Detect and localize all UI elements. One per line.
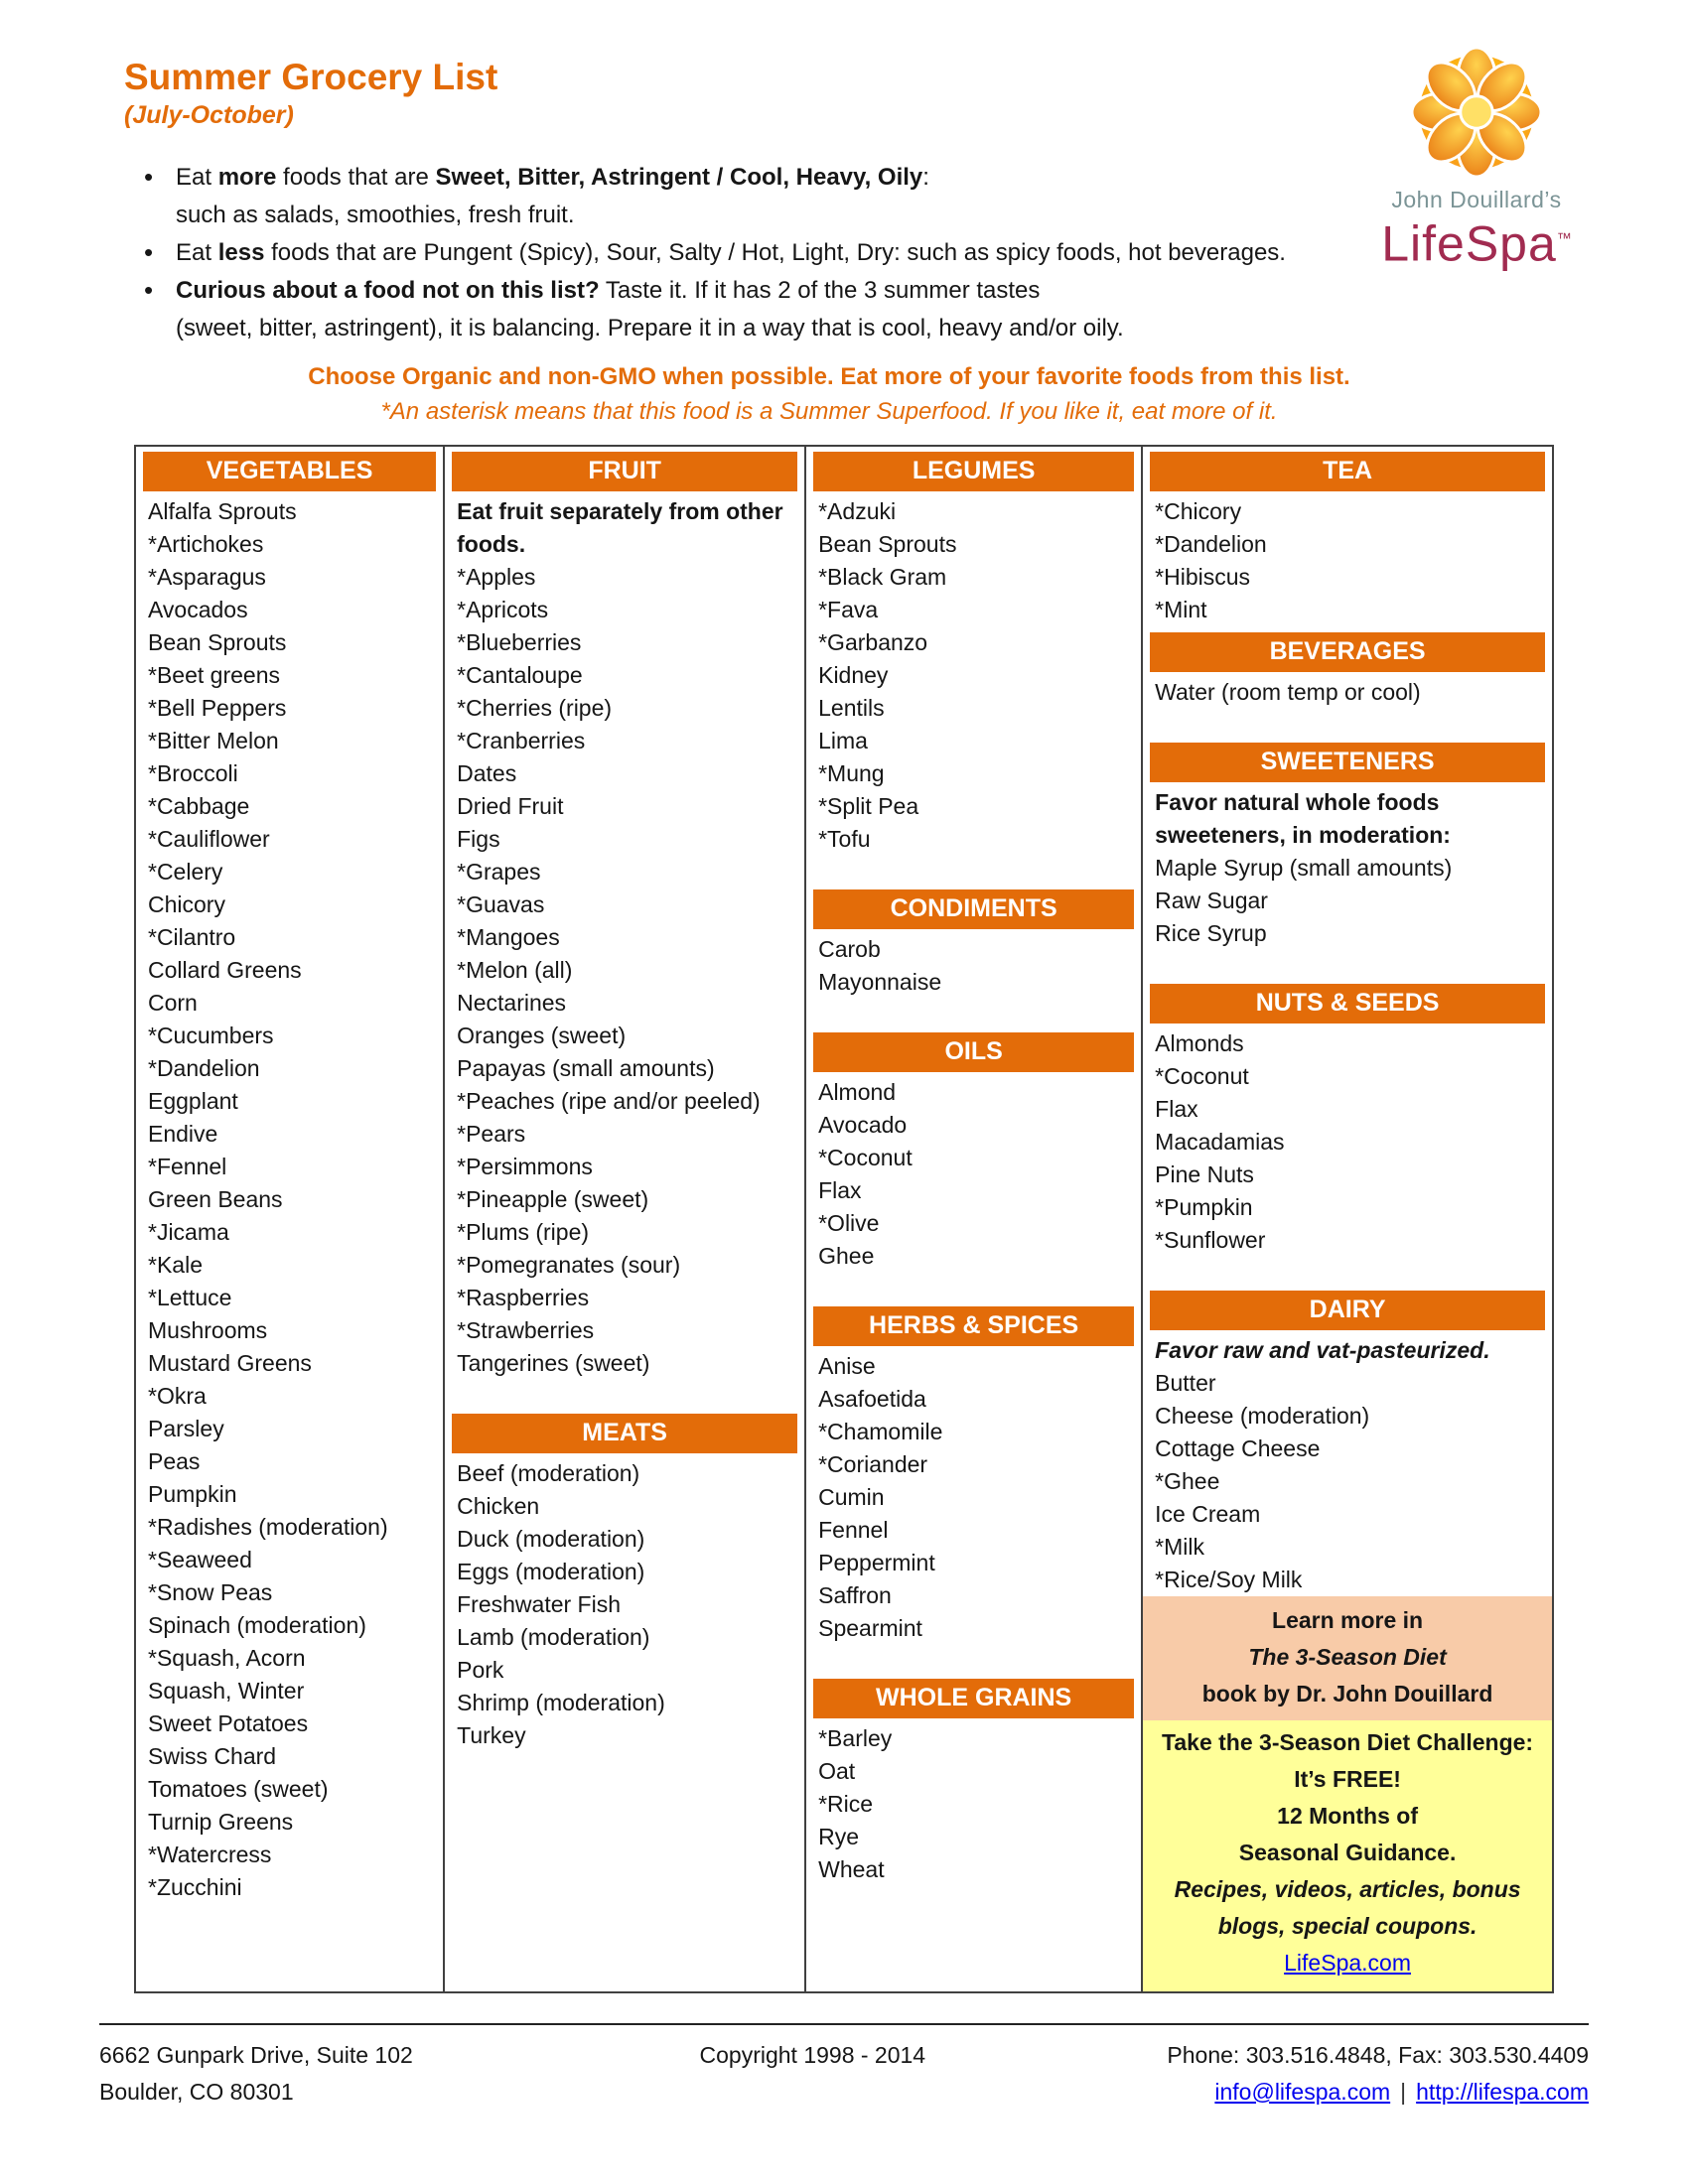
list-item: *Coriander	[818, 1451, 928, 1477]
footer-email-link[interactable]: info@lifespa.com	[1214, 2079, 1391, 2105]
section-herbs-spices	[806, 1306, 1141, 1645]
list-item: Asafoetida	[818, 1386, 926, 1412]
list-item: *Peaches (ripe and/or peeled)	[457, 1088, 761, 1114]
list-item: Fennel	[818, 1517, 889, 1543]
challenge-line-3: 12 Months of	[1277, 1803, 1418, 1829]
list-item: *Dandelion	[1155, 531, 1267, 557]
promo-book-line: Learn more in	[1272, 1607, 1424, 1633]
section-legumes	[806, 452, 1141, 856]
list-item: Flax	[1155, 1096, 1198, 1122]
list-item: Cheese (moderation)	[1155, 1403, 1370, 1429]
section-header: BEVERAGES	[1150, 632, 1545, 672]
list-item: *Mung	[818, 760, 885, 786]
list-item: Bean Sprouts	[818, 531, 957, 557]
section-vegetables	[136, 452, 443, 1904]
list-item: Cumin	[818, 1484, 885, 1510]
list-item: Beef (moderation)	[457, 1460, 640, 1486]
promo-book-title: The 3-Season Diet	[1248, 1644, 1447, 1670]
column-legumes-condiments-oils-herbs-grains	[804, 447, 1141, 1991]
section-header: DAIRY	[1150, 1291, 1545, 1330]
bullet-eat-less: • Eat less foods that are Pungent (Spicy), Sour, Salty / Hot, Light, Dry: such as spicy foods, hot beverages.	[134, 234, 1594, 272]
list-item: Bean Sprouts	[148, 629, 287, 655]
list-item: Tomatoes (sweet)	[148, 1776, 329, 1802]
list-item: Anise	[818, 1353, 876, 1379]
section-header: MEATS	[452, 1414, 797, 1453]
list-item: *Garbanzo	[818, 629, 928, 655]
footer-link-separator: |	[1400, 2079, 1407, 2105]
list-item: *Pineapple (sweet)	[457, 1186, 649, 1212]
list-item: *Mangoes	[457, 924, 560, 950]
list-item: Endive	[148, 1121, 218, 1147]
footer-address-line-2: Boulder, CO 80301	[99, 2079, 294, 2105]
list-item: Oat	[818, 1758, 856, 1784]
list-item: *Chicory	[1155, 498, 1242, 524]
organic-notice	[99, 359, 1559, 429]
list-item: Butter	[1155, 1370, 1216, 1396]
footer-contact	[1023, 2037, 1589, 2111]
list-item: Oranges (sweet)	[457, 1023, 627, 1048]
section-header: VEGETABLES	[143, 452, 436, 491]
list-item: *Coconut	[818, 1145, 913, 1170]
list-item: *Hibiscus	[1155, 564, 1251, 590]
list-item: Rye	[818, 1824, 860, 1849]
list-item: *Pomegranates (sour)	[457, 1252, 681, 1278]
section-header: FRUIT	[452, 452, 797, 491]
section-header: TEA	[1150, 452, 1545, 491]
list-item: Ice Cream	[1155, 1501, 1261, 1527]
list-item: *Bell Peppers	[148, 695, 287, 721]
list-item: Nectarines	[457, 990, 567, 1016]
list-item: Parsley	[148, 1416, 224, 1441]
list-item: Figs	[457, 826, 500, 852]
list-item: *Asparagus	[148, 564, 266, 590]
list-item: Chicken	[457, 1493, 540, 1519]
list-item: *Plums (ripe)	[457, 1219, 590, 1245]
lifespa-com-link[interactable]: LifeSpa.com	[1284, 1950, 1411, 1976]
promo-book-author: book by Dr. John Douillard	[1201, 1681, 1493, 1706]
grocery-table	[134, 445, 1554, 1993]
list-item: Lamb (moderation)	[457, 1624, 650, 1650]
page-title: Summer Grocery List	[124, 57, 498, 97]
list-item: *Broccoli	[148, 760, 238, 786]
page-subtitle: (July-October)	[124, 101, 294, 129]
section-header: HERBS & SPICES	[813, 1306, 1134, 1346]
logo-owner-text: John Douillard’s	[1391, 187, 1562, 212]
list-item: *Rice	[818, 1791, 874, 1817]
list-item: Turkey	[457, 1722, 526, 1748]
list-item: *Lettuce	[148, 1285, 232, 1310]
list-item: Wheat	[818, 1856, 885, 1882]
column-vegetables	[136, 447, 443, 1991]
section-note: Favor raw and vat-pasteurized.	[1155, 1337, 1490, 1363]
section-header: OILS	[813, 1032, 1134, 1072]
list-item: Almond	[818, 1079, 897, 1105]
list-item: *Chamomile	[818, 1419, 943, 1444]
list-item: Turnip Greens	[148, 1809, 294, 1835]
list-item: *Snow Peas	[148, 1579, 273, 1605]
list-item: *Cauliflower	[148, 826, 270, 852]
list-item: Lentils	[818, 695, 885, 721]
section-note: Favor natural whole foods sweeteners, in moderation:	[1155, 789, 1451, 848]
list-item: *Radishes (moderation)	[148, 1514, 388, 1540]
section-header: CONDIMENTS	[813, 889, 1134, 929]
list-item: Water (room temp or cool)	[1155, 679, 1421, 705]
list-item: Spinach (moderation)	[148, 1612, 366, 1638]
section-fruit	[445, 452, 804, 1380]
list-item: *Cucumbers	[148, 1023, 274, 1048]
section-header: NUTS & SEEDS	[1150, 984, 1545, 1024]
list-item: Tangerines (sweet)	[457, 1350, 650, 1376]
list-item: Mustard Greens	[148, 1350, 312, 1376]
section-header: SWEETENERS	[1150, 743, 1545, 782]
list-item: *Apples	[457, 564, 536, 590]
list-item: *Barley	[818, 1725, 893, 1751]
list-item: Avocados	[148, 597, 248, 622]
list-item: *Olive	[818, 1210, 880, 1236]
list-item: *Ghee	[1155, 1468, 1220, 1494]
list-item: Corn	[148, 990, 198, 1016]
promo-challenge-box	[1143, 1720, 1552, 1991]
list-item: Mushrooms	[148, 1317, 268, 1343]
list-item: Squash, Winter	[148, 1678, 305, 1704]
section-oils	[806, 1032, 1141, 1273]
list-item: Shrimp (moderation)	[457, 1690, 665, 1715]
challenge-line-2: It’s FREE!	[1294, 1766, 1401, 1792]
list-item: Maple Syrup (small amounts)	[1155, 855, 1453, 881]
list-item: *Mint	[1155, 597, 1207, 622]
bullet-curious: • Curious about a food not on this list? Taste it. If it has 2 of the 3 summer tastes (sweet, bitter, astringent), it is balancing. Prepare it in a way that is cool, heavy and/or oily.	[134, 272, 1594, 347]
list-item: *Beet greens	[148, 662, 280, 688]
list-item: Freshwater Fish	[457, 1591, 621, 1617]
section-meats	[445, 1414, 804, 1752]
list-item: *Milk	[1155, 1534, 1204, 1560]
section-tea	[1143, 452, 1552, 626]
list-item: *Apricots	[457, 597, 549, 622]
intro-bullet-list	[134, 159, 1594, 347]
column-tea-beverages-sweeteners-nuts-dairy	[1141, 447, 1552, 1991]
list-item: *Watercress	[148, 1842, 272, 1867]
list-item: Green Beans	[148, 1186, 283, 1212]
section-condiments	[806, 889, 1141, 999]
list-item: *Seaweed	[148, 1547, 252, 1572]
list-item: Saffron	[818, 1582, 892, 1608]
list-item: Papayas (small amounts)	[457, 1055, 715, 1081]
list-item: *Sunflower	[1155, 1227, 1266, 1253]
section-note: Eat fruit separately from other foods.	[457, 498, 783, 557]
list-item: Swiss Chard	[148, 1743, 277, 1769]
list-item: Carob	[818, 936, 881, 962]
list-item: *Squash, Acorn	[148, 1645, 306, 1671]
section-nuts-seeds	[1143, 984, 1552, 1257]
list-item: Alfalfa Sprouts	[148, 498, 297, 524]
list-item: *Raspberries	[457, 1285, 590, 1310]
section-beverages	[1143, 632, 1552, 709]
list-item: Eggplant	[148, 1088, 238, 1114]
list-item: Pumpkin	[148, 1481, 237, 1507]
list-item: *Jicama	[148, 1219, 229, 1245]
list-item: Flax	[818, 1177, 862, 1203]
logo-brand-text: LifeSpa™	[1381, 215, 1572, 272]
list-item: *Split Pea	[818, 793, 919, 819]
section-dairy	[1143, 1291, 1552, 1596]
list-item: Dried Fruit	[457, 793, 564, 819]
bullet-eat-more: • Eat more foods that are Sweet, Bitter, Astringent / Cool, Heavy, Oily: such as salads, smoothies, fresh fruit.	[134, 159, 1594, 234]
challenge-line-1: Take the 3-Season Diet Challenge:	[1162, 1729, 1534, 1755]
list-item: *Pears	[457, 1121, 526, 1147]
list-item: *Cherries (ripe)	[457, 695, 613, 721]
list-item: *Pumpkin	[1155, 1194, 1253, 1220]
list-item: Macadamias	[1155, 1129, 1285, 1155]
footer	[99, 2023, 1589, 2111]
footer-copyright: Copyright 1998 - 2014	[699, 2042, 926, 2068]
list-item: *Strawberries	[457, 1317, 595, 1343]
promo-book-box	[1143, 1596, 1552, 1720]
list-item: Peas	[148, 1448, 201, 1474]
list-item: *Coconut	[1155, 1063, 1249, 1089]
list-item: *Fennel	[148, 1154, 227, 1179]
list-item: *Dandelion	[148, 1055, 260, 1081]
list-item: Cottage Cheese	[1155, 1435, 1321, 1461]
section-header: WHOLE GRAINS	[813, 1679, 1134, 1718]
list-item: Raw Sugar	[1155, 887, 1268, 913]
list-item: *Kale	[148, 1252, 203, 1278]
list-item: Spearmint	[818, 1615, 922, 1641]
list-item: Avocado	[818, 1112, 908, 1138]
list-item: Peppermint	[818, 1550, 935, 1575]
footer-address-line-1: 6662 Gunpark Drive, Suite 102	[99, 2042, 413, 2068]
list-item: *Cabbage	[148, 793, 250, 819]
list-item: Collard Greens	[148, 957, 302, 983]
section-sweeteners	[1143, 743, 1552, 950]
list-item: *Artichokes	[148, 531, 264, 557]
list-item: *Adzuki	[818, 498, 897, 524]
list-item: Duck (moderation)	[457, 1526, 645, 1552]
column-fruit-meats	[443, 447, 804, 1991]
list-item: *Cantaloupe	[457, 662, 583, 688]
list-item: Pork	[457, 1657, 504, 1683]
footer-address	[99, 2037, 603, 2111]
challenge-line-4: Seasonal Guidance.	[1238, 1840, 1457, 1865]
list-item: *Cranberries	[457, 728, 586, 753]
notice-line-1: Choose Organic and non-GMO when possible. Eat more of your favorite foods from this list.	[308, 363, 1350, 390]
list-item: *Blueberries	[457, 629, 582, 655]
list-item: Ghee	[818, 1243, 875, 1269]
list-item: *Celery	[148, 859, 223, 885]
list-item: *Guavas	[457, 891, 545, 917]
list-item: *Cilantro	[148, 924, 236, 950]
list-item: Kidney	[818, 662, 889, 688]
notice-line-2: *An asterisk means that this food is a Summer Superfood. If you like it, eat more of it.	[380, 398, 1278, 425]
list-item: *Black Gram	[818, 564, 947, 590]
list-item: Chicory	[148, 891, 225, 917]
list-item: *Persimmons	[457, 1154, 593, 1179]
list-item: *Zucchini	[148, 1874, 242, 1900]
list-item: Eggs (moderation)	[457, 1559, 645, 1584]
list-item: Dates	[457, 760, 517, 786]
list-item: *Grapes	[457, 859, 541, 885]
list-item: Sweet Potatoes	[148, 1710, 309, 1736]
list-item: *Rice/Soy Milk	[1155, 1567, 1303, 1592]
list-item: Almonds	[1155, 1030, 1244, 1056]
list-item: Rice Syrup	[1155, 920, 1267, 946]
list-item: Lima	[818, 728, 868, 753]
list-item: *Bitter Melon	[148, 728, 279, 753]
list-item: *Fava	[818, 597, 879, 622]
challenge-detail: Recipes, videos, articles, bonus blogs, special coupons.	[1174, 1876, 1521, 1939]
trademark-symbol: ™	[1556, 230, 1572, 247]
section-header: LEGUMES	[813, 452, 1134, 491]
list-item: Pine Nuts	[1155, 1161, 1254, 1187]
footer-website-link[interactable]: http://lifespa.com	[1416, 2079, 1589, 2105]
list-item: *Tofu	[818, 826, 871, 852]
list-item: *Okra	[148, 1383, 207, 1409]
section-whole-grains	[806, 1679, 1141, 1886]
list-item: Mayonnaise	[818, 969, 942, 995]
footer-phone-fax: Phone: 303.516.4848, Fax: 303.530.4409	[1167, 2042, 1589, 2068]
list-item: *Melon (all)	[457, 957, 573, 983]
